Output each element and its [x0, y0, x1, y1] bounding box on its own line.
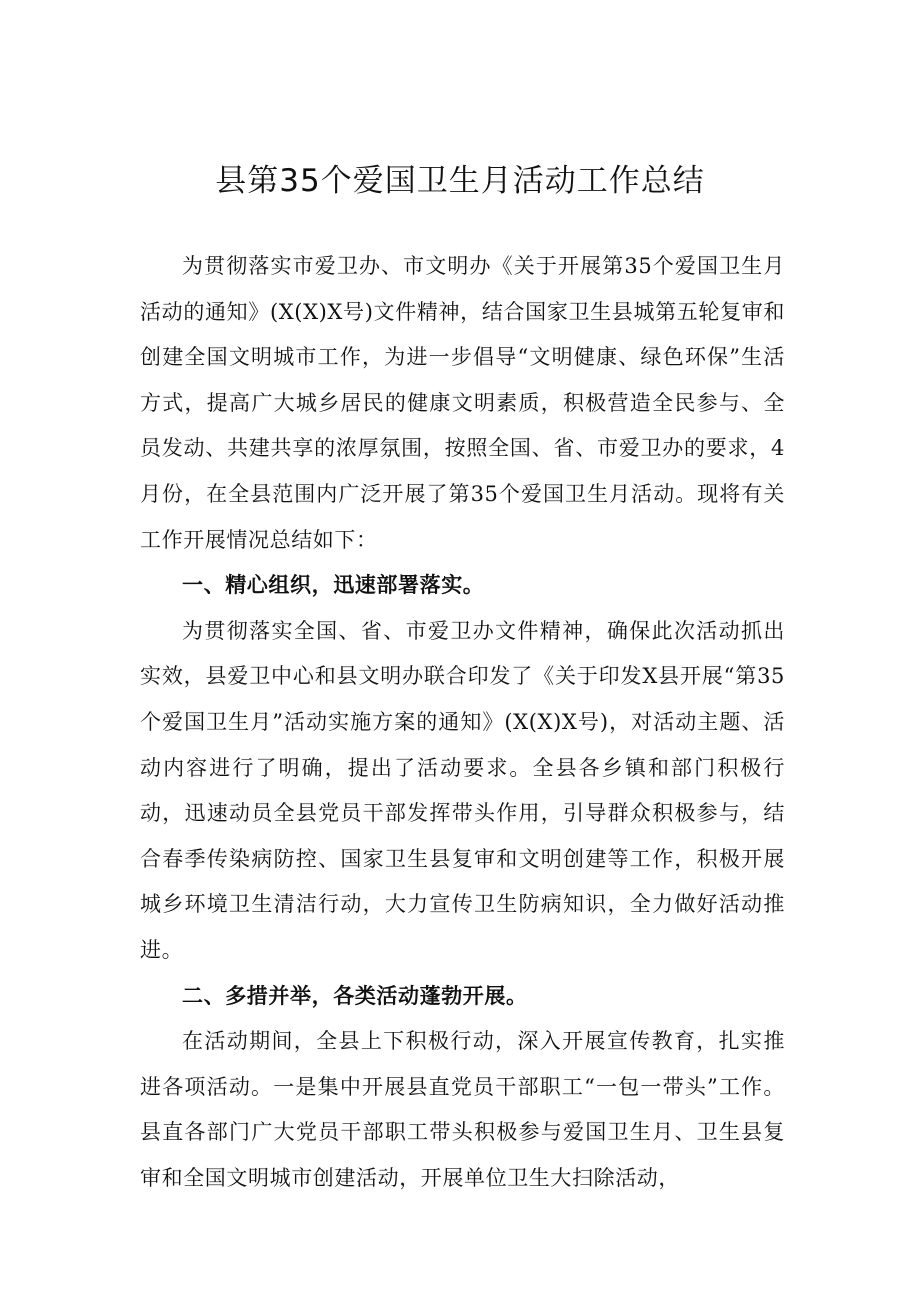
document-title: 县第35个爱国卫生月活动工作总结: [215, 163, 705, 199]
intro-paragraph: 为贯彻落实市爱卫办、市文明办《关于开展第35个爱国卫生月活动的通知》(X(X)X号)文件精神，结合国家卫生县城第五轮复审和创建全国文明城市工作，为进一步倡导“文明健康、绿色环保”生活方式，提高广大城乡居民的健康文明素质，积极营造全民参与、全员发动、共建共享的浓厚氛围，按照全国、省、市爱卫办的要求，4月份，在全县范围内广泛开展了第35个爱国卫生月活动。现将有关工作开展情况总结如下：: [140, 254, 785, 552]
section-heading-1: 一、精心组织，迅速部署落实。: [182, 573, 485, 598]
document-body: [140, 244, 785, 1201]
section-heading-2: 二、多措并举，各类活动蓬勃开展。: [182, 983, 528, 1008]
section-2-paragraph: 在活动期间，全县上下积极行动，深入开展宣传教育，扎实推进各项活动。一是集中开展县直党员干部职工“一包一带头”工作。县直各部门广大党员干部职工带头积极参与爱国卫生月、卫生县复审和全国文明城市创建活动，开展单位卫生大扫除活动，: [140, 1029, 785, 1190]
section-1-paragraph: 为贯彻落实全国、省、市爱卫办文件精神，确保此次活动抓出实效，县爱卫中心和县文明办联合印发了《关于印发X县开展“第35个爱国卫生月”活动实施方案的通知》(X(X)X号)，对活动主题、活动内容进行了明确，提出了活动要求。全县各乡镇和部门积极行动，迅速动员全县党员干部发挥带头作用，引导群众积极参与，结合春季传染病防控、国家卫生县复审和文明创建等工作，积极开展城乡环境卫生清洁行动，大力宣传卫生防病知识，全力做好活动推进。: [140, 618, 785, 962]
